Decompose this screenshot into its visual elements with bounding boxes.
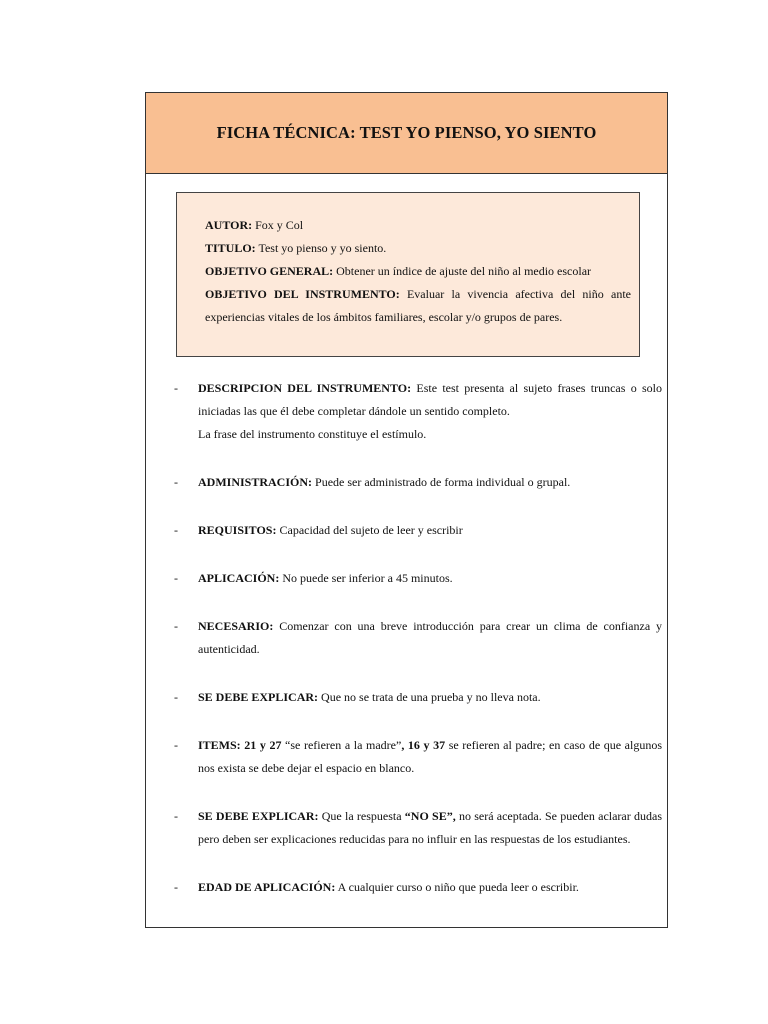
item-label: APLICACIÓN: — [198, 571, 280, 585]
bullet-dash: - — [174, 523, 178, 537]
item-text: “se refieren a la madre” — [281, 738, 402, 752]
sheet-header — [146, 93, 667, 174]
items-list — [172, 377, 662, 924]
titulo-label: TITULO: — [205, 241, 256, 255]
objetivo-general-value: Obtener un índice de ajuste del niño al medio escolar — [333, 264, 592, 278]
bullet-dash: - — [174, 809, 178, 823]
list-item-necesario — [172, 615, 662, 661]
page-title: FICHA TÉCNICA: TEST YO PIENSO, YO SIENTO — [216, 123, 597, 142]
bullet-dash: - — [174, 880, 178, 894]
item-label: ITEMS: 21 y 27 — [198, 738, 282, 752]
bullet-dash: - — [174, 571, 178, 585]
bullet-dash: - — [174, 619, 178, 633]
item-text: Capacidad del sujeto de leer y escribir — [276, 523, 463, 537]
item-bold-text: , 16 y 37 — [401, 738, 446, 752]
item-text: se refieren al padre; en caso de que algunos nos exista se debe dejar el espacio en blanco. — [198, 738, 662, 775]
autor-value: Fox y Col — [252, 218, 304, 232]
item-label: NECESARIO: — [198, 619, 274, 633]
objetivo-instrumento-line — [205, 283, 631, 329]
item-text: Que no se trata de una prueba y no lleva nota. — [318, 690, 541, 704]
list-item-administracion — [172, 471, 662, 494]
objetivo-general-label: OBJETIVO GENERAL: — [205, 264, 334, 278]
objetivo-instrumento-value: Evaluar la vivencia afectiva del niño ante experiencias vitales de los ámbitos familiares, escolar y/o grupos de pares. — [205, 287, 631, 324]
objetivo-instrumento-label: OBJETIVO DEL INSTRUMENTO: — [205, 287, 400, 301]
list-item-se-debe-explicar — [172, 686, 662, 709]
list-item-se-debe-explicar-2 — [172, 805, 662, 851]
list-item-requisitos — [172, 519, 662, 542]
item-text: A cualquier curso o niño que pueda leer o escribir. — [335, 880, 579, 894]
titulo-value: Test yo pienso y yo siento. — [255, 241, 387, 255]
item-bold-text: “NO SE”, — [404, 809, 456, 823]
item-text: no será aceptada. Se pueden aclarar dudas pero deben ser explicaciones reducidas para no influir en las respuestas de los estudiantes. — [198, 809, 662, 846]
technical-sheet — [145, 92, 668, 928]
item-label: SE DEBE EXPLICAR: — [198, 690, 319, 704]
item-text: No puede ser inferior a 45 minutos. — [279, 571, 453, 585]
item-label: DESCRIPCION DEL INSTRUMENTO: — [198, 381, 412, 395]
info-box — [176, 192, 640, 357]
item-label: EDAD DE APLICACIÓN: — [198, 880, 336, 894]
item-extra: La frase del instrumento constituye el estímulo. — [198, 427, 427, 441]
item-text: Puede ser administrado de forma individual o grupal. — [312, 475, 571, 489]
autor-label: AUTOR: — [205, 218, 253, 232]
bullet-dash: - — [174, 475, 178, 489]
item-text: Que la respuesta — [318, 809, 405, 823]
list-item-descripcion — [172, 377, 662, 446]
item-text: Este test presenta al sujeto frases truncas o solo iniciadas las que él debe completar dándole un sentido completo. — [198, 381, 662, 418]
bullet-dash: - — [174, 738, 178, 752]
list-item-edad — [172, 876, 662, 899]
list-item-items — [172, 734, 662, 780]
list-item-aplicacion — [172, 567, 662, 590]
objetivo-general-line — [205, 260, 631, 283]
bullet-dash: - — [174, 381, 178, 395]
titulo-line — [205, 237, 631, 260]
autor-line — [205, 214, 631, 237]
item-label: SE DEBE EXPLICAR: — [198, 809, 319, 823]
item-label: REQUISITOS: — [198, 523, 277, 537]
item-text: Comenzar con una breve introducción para crear un clima de confianza y autenticidad. — [198, 619, 662, 656]
item-label: ADMINISTRACIÓN: — [198, 475, 313, 489]
bullet-dash: - — [174, 690, 178, 704]
